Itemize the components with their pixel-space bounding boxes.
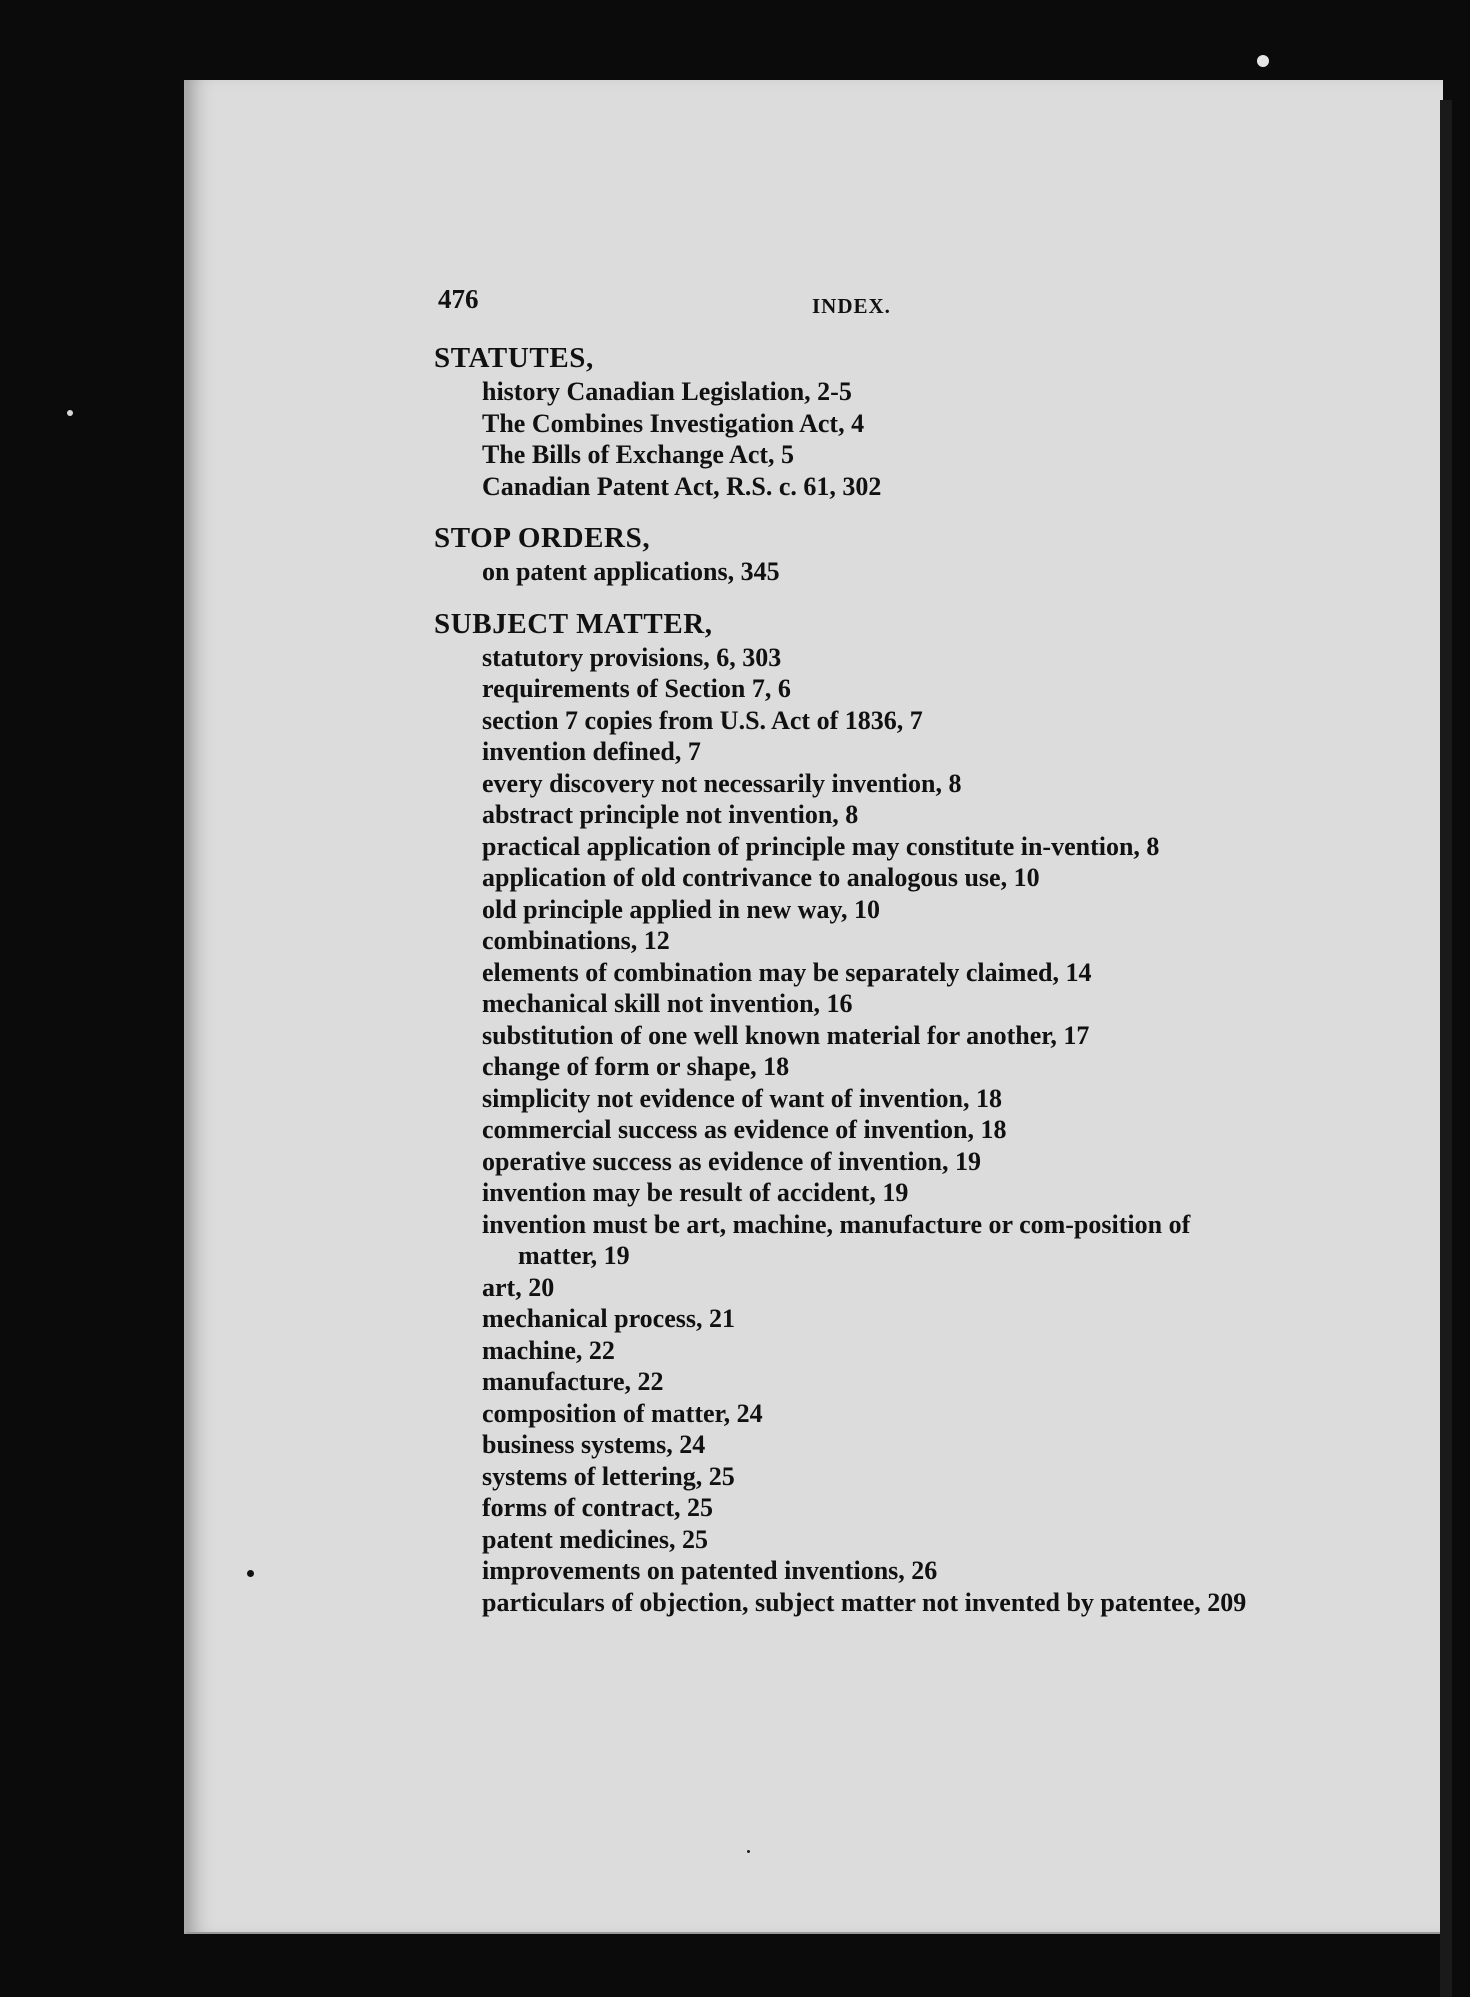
index-entry: statutory provisions, 6, 303 bbox=[482, 642, 782, 672]
index-entry: manufacture, 22 bbox=[482, 1367, 664, 1396]
index-entry: history Canadian Legislation, 2-5 bbox=[482, 377, 852, 406]
index-entry: old principle applied in new way, 10 bbox=[482, 894, 881, 924]
index-entry: practical application of principle may constitute in-vention, 8 bbox=[482, 831, 1160, 861]
index-entry: improvements on patented inventions, 26 bbox=[482, 1556, 938, 1585]
index-section-statutes bbox=[434, 340, 1274, 502]
index-entry: requirements of Section 7, 6 bbox=[482, 674, 791, 703]
index-entry: invention defined, 7 bbox=[482, 737, 701, 766]
entry-list bbox=[434, 376, 1274, 502]
index-entry: art, 20 bbox=[482, 1272, 555, 1302]
index-entry: invention must be art, machine, manufacture or com-position of matter, 19 bbox=[482, 1209, 1191, 1270]
index-section-stop-orders bbox=[434, 520, 1274, 588]
index-entry: combinations, 12 bbox=[482, 926, 670, 955]
dust-speck bbox=[1257, 55, 1269, 67]
section-heading: STATUTES, bbox=[434, 342, 594, 374]
index-entry: Canadian Patent Act, R.S. c. 61, 302 bbox=[482, 471, 882, 501]
section-heading: STOP ORDERS, bbox=[434, 522, 651, 554]
page-number: 476 bbox=[438, 284, 479, 314]
index-entry: mechanical skill not invention, 16 bbox=[482, 989, 853, 1018]
index-entry: change of form or shape, 18 bbox=[482, 1052, 790, 1081]
dust-speck bbox=[747, 1850, 750, 1853]
index-entry: every discovery not necessarily invention, 8 bbox=[482, 768, 962, 798]
index-entry: mechanical process, 21 bbox=[482, 1304, 735, 1333]
entry-list bbox=[434, 642, 1274, 1619]
index-entry: The Bills of Exchange Act, 5 bbox=[482, 440, 795, 469]
running-head: INDEX. bbox=[812, 294, 891, 318]
index-entry: application of old contrivance to analogous use, 10 bbox=[482, 863, 1040, 892]
index-entry: operative success as evidence of invention, 19 bbox=[482, 1146, 982, 1176]
index-entry: elements of combination may be separately claimed, 14 bbox=[482, 957, 1092, 987]
index-page-content bbox=[434, 280, 1274, 1636]
index-entry: The Combines Investigation Act, 4 bbox=[482, 408, 865, 438]
index-section-subject-matter bbox=[434, 606, 1274, 1619]
index-entry: substitution of one well known material for another, 17 bbox=[482, 1020, 1090, 1050]
index-entry: commercial success as evidence of invention, 18 bbox=[482, 1115, 1007, 1144]
dust-speck bbox=[247, 1570, 254, 1577]
index-entry: forms of contract, 25 bbox=[482, 1493, 714, 1522]
index-entry: simplicity not evidence of want of invention, 18 bbox=[482, 1083, 1002, 1113]
index-entry: machine, 22 bbox=[482, 1335, 615, 1365]
index-entry: systems of lettering, 25 bbox=[482, 1461, 735, 1491]
page-header bbox=[434, 280, 1274, 340]
entry-list bbox=[434, 556, 1274, 588]
index-entry: abstract principle not invention, 8 bbox=[482, 800, 859, 829]
index-entry: patent medicines, 25 bbox=[482, 1524, 709, 1554]
index-entry: invention may be result of accident, 19 bbox=[482, 1178, 909, 1207]
dust-speck bbox=[67, 410, 73, 416]
page-right-edge bbox=[1440, 100, 1452, 1997]
index-entry: section 7 copies from U.S. Act of 1836, 7 bbox=[482, 705, 923, 735]
section-heading: SUBJECT MATTER, bbox=[434, 607, 713, 640]
index-entry: on patent applications, 345 bbox=[482, 557, 780, 586]
index-entry: particulars of objection, subject matter not invented by patentee, 209 bbox=[482, 1587, 1247, 1617]
index-entry: composition of matter, 24 bbox=[482, 1398, 763, 1428]
index-entry: business systems, 24 bbox=[482, 1430, 706, 1459]
